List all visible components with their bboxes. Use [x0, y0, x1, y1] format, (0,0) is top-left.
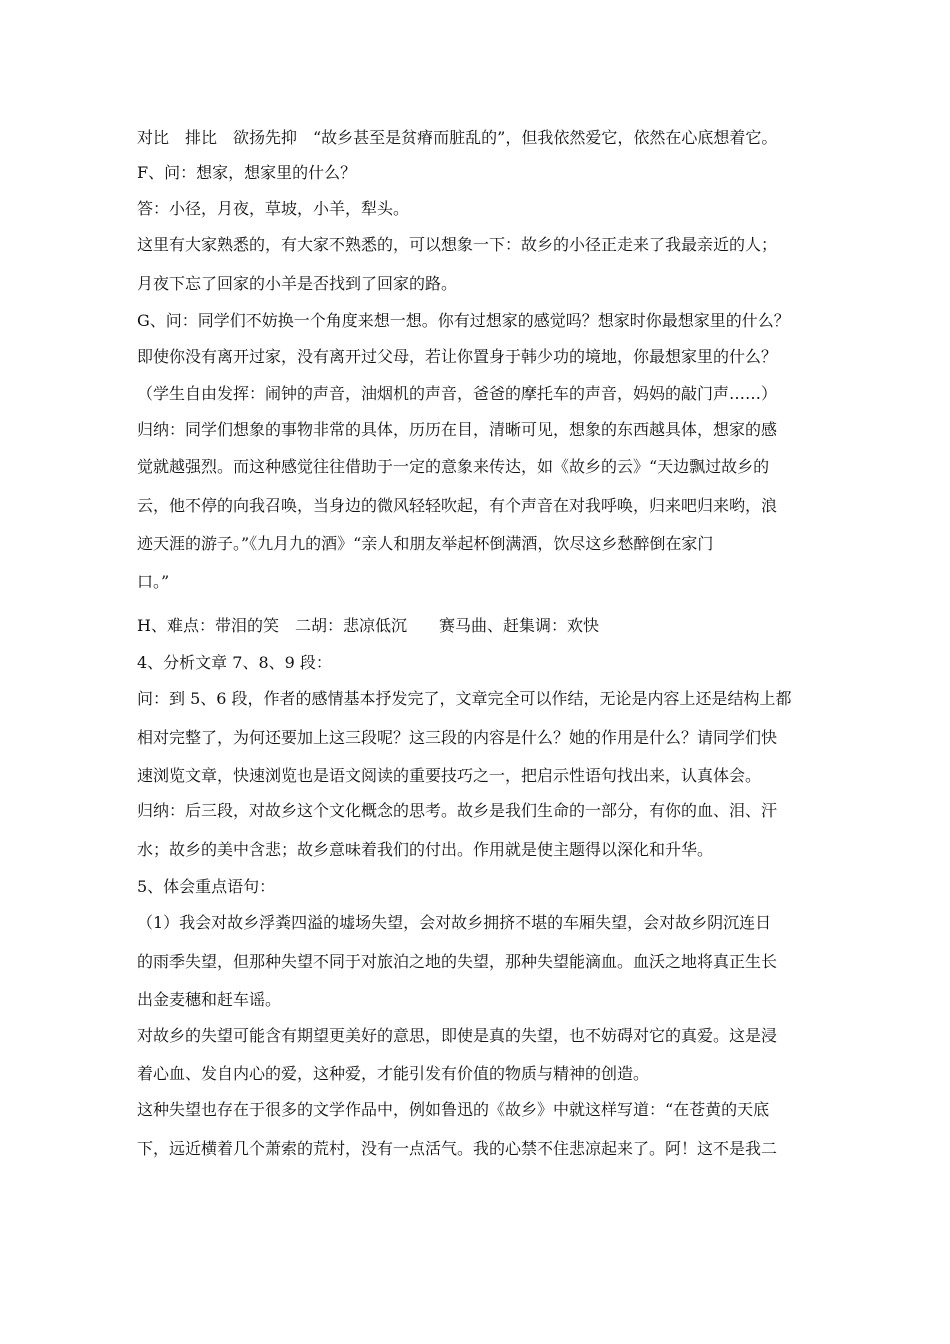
text-line: 5、体会重点语句： [137, 877, 276, 896]
text-line: 着心血、发自内心的爱，这种爱，才能引发有价值的物质与精神的创造。 [137, 1064, 650, 1083]
text-line: 月夜下忘了回家的小羊是否找到了回家的路。 [137, 274, 458, 293]
text-line: 这种失望也存在于很多的文学作品中，例如鲁迅的《故乡》中就这样写道：“在苍黄的天底 [137, 1100, 770, 1119]
text-line: 迹天涯的游子。”《九月九的酒》“亲人和朋友举起杯倒满酒，饮尽这乡愁醉倒在家门 [137, 534, 714, 553]
text-line: 这里有大家熟悉的，有大家不熟悉的，可以想象一下：故乡的小径正走来了我最亲近的人； [137, 235, 778, 254]
text-line: 即使你没有离开过家，没有离开过父母，若让你置身于韩少功的境地，你最想家里的什么？ [137, 347, 778, 366]
text-line: 口。” [137, 572, 170, 591]
text-line: 下，远近横着几个萧索的荒村，没有一点活气。我的心禁不住悲凉起来了。阿！这不是我二 [137, 1139, 778, 1158]
text-line: 觉就越强烈。而这种感觉往往借助于一定的意象来传达，如《故乡的云》“天边飘过故乡的 [137, 457, 770, 476]
text-line: 水；故乡的美中含悲；故乡意味着我们的付出。作用就是使主题得以深化和升华。 [137, 840, 714, 859]
text-line: （1）我会对故乡浮粪四溢的墟场失望，会对故乡拥挤不堪的车厢失望，会对故乡阴沉连日 [137, 913, 772, 932]
text-line: 对故乡的失望可能含有期望更美好的意思，即使是真的失望，也不妨碍对它的真爱。这是浸 [137, 1026, 778, 1045]
text-line: 4、分析文章 7、8、9 段： [137, 653, 332, 672]
text-line: 答：小径，月夜，草坡，小羊，犁头。 [137, 199, 410, 218]
text-line: 归纳：后三段，对故乡这个文化概念的思考。故乡是我们生命的一部分，有你的血、泪、汗 [137, 801, 778, 820]
text-line: F、问：想家，想家里的什么？ [137, 163, 357, 182]
text-line: 速浏览文章，快速浏览也是语文阅读的重要技巧之一，把启示性语句找出来，认真体会。 [137, 766, 762, 785]
text-line: 问：到 5、6 段，作者的感情基本抒发完了，文章完全可以作结，无论是内容上还是结构上都 [137, 689, 792, 708]
text-line: H、难点：带泪的笑 二胡：悲凉低沉 赛马曲、赶集调：欢快 [137, 616, 599, 635]
text-line: 出金麦穗和赶车谣。 [137, 990, 282, 1009]
text-line: 对比 排比 欲扬先抑 “故乡甚至是贫瘠而脏乱的”，但我依然爱它，依然在心底想着它。 [137, 128, 778, 147]
text-line: 云，他不停的向我召唤，当身边的微风轻轻吹起，有个声音在对我呼唤，归来吧归来哟，浪 [137, 496, 778, 515]
text-line: 相对完整了，为何还要加上这三段呢？这三段的内容是什么？她的作用是什么？请同学们快 [137, 728, 778, 747]
text-line: 的雨季失望，但那种失望不同于对旅泊之地的失望，那种失望能滴血。血沃之地将真正生长 [137, 952, 778, 971]
text-line: （学生自由发挥：闹钟的声音，油烟机的声音，爸爸的摩托车的声音，妈妈的敲门声……） [137, 384, 778, 403]
text-line: 归纳：同学们想象的事物非常的具体，历历在目，清晰可见，想象的东西越具体，想家的感 [137, 420, 778, 439]
text-line: G、问：同学们不妨换一个角度来想一想。你有过想家的感觉吗？想家时你最想家里的什么？ [137, 311, 790, 330]
